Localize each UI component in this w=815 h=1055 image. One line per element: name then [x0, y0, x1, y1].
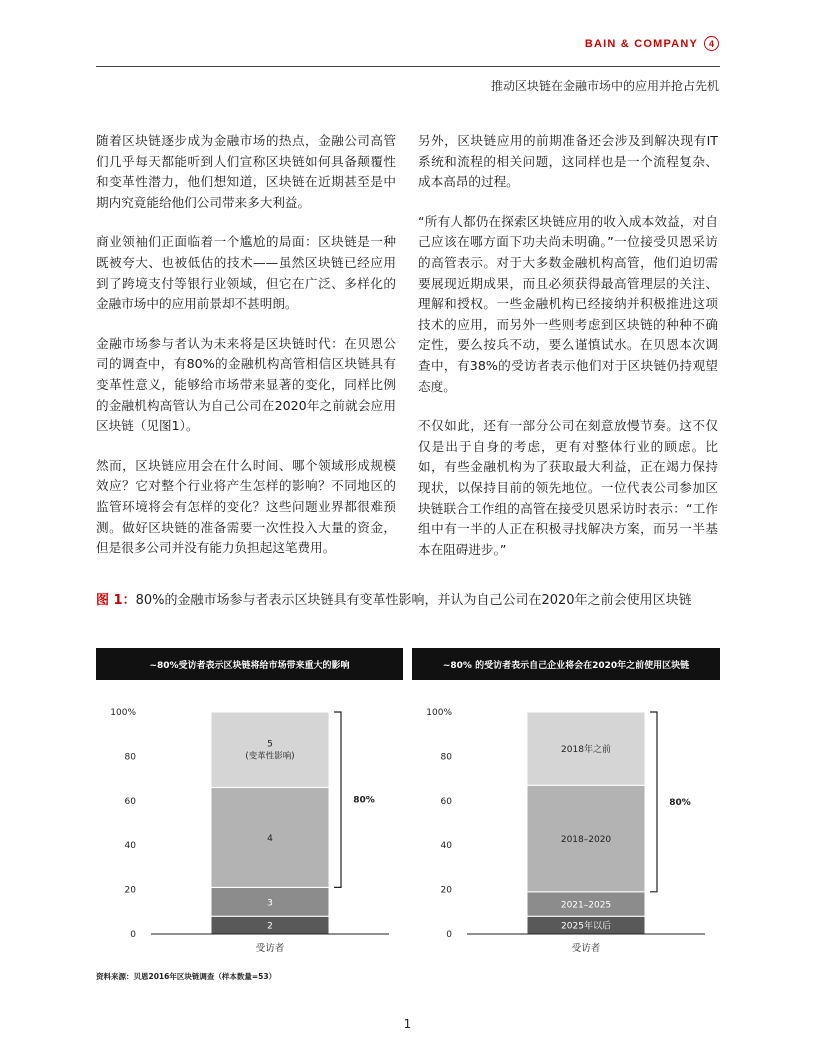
paragraph: 不仅如此，还有一部分公司在刻意放慢节奏。这不仅仅是出于自身的考虑，更有对整体行业的顾虑。比如，有些金融机构为了获取最大利益，正在竭力保持现状，以保持目前的领先地位。一位代表公司参加区块链联合工作组的高管在接受贝恩采访时表示：“工作组中有一半的人正在积极寻找解决方案，而另一半基本在阻碍进步。” [418, 418, 718, 557]
segment-label: 3 [267, 898, 273, 909]
brand-logo [585, 36, 719, 51]
bracket-line [650, 712, 657, 892]
segment-label: 2018–2020 [560, 835, 612, 846]
source-note: 资料来源：贝恩2016年区块链调查（样本数量=53） [96, 972, 277, 981]
y-tick-label: 60 [124, 796, 136, 807]
chart-1-title: ~80%受访者表示区块链将给市场带来重大的影响 [96, 648, 403, 680]
x-category-label: 受访者 [255, 943, 285, 954]
y-tick-label: 80 [124, 752, 136, 763]
y-tick-label: 0 [130, 930, 136, 940]
y-tick-label: 20 [124, 885, 136, 896]
paragraph: 另外，区块链应用的前期准备还会涉及到解决现有IT系统和流程的相关问题，这同样也是一个流程复杂、成本高昂的过程。 [418, 133, 718, 190]
segment-sublabel: (变革性影响) [245, 751, 295, 762]
header-divider [96, 66, 720, 67]
bracket-label: 80% [669, 797, 691, 808]
y-tick-label: 40 [440, 841, 452, 852]
segment-label: 2 [267, 921, 273, 932]
figure-caption: 图 1：80%的金融市场参与者表示区块链具有变革性影响，并认为自己公司在2020年之前会使用区块链 [96, 593, 692, 608]
bracket-label: 80% [353, 795, 375, 806]
chart-2-title: ~80% 的受访者表示自己企业将会在2020年之前使用区块链 [412, 648, 720, 680]
segment-label: 2025年以后 [561, 921, 611, 932]
bracket-line [334, 712, 341, 887]
segment-label: 2021–2025 [560, 900, 612, 911]
segment-label: 5 [267, 739, 273, 750]
y-tick-label: 100% [426, 708, 452, 718]
brand-name: BAIN & COMPANY [584, 37, 698, 50]
running-header-title: 推动区块链在金融市场中的应用并抢占先机 [490, 79, 719, 93]
paragraph: “所有人都仍在探索区块链应用的收入成本效益，对自己应该在哪方面下功夫尚未明确。”一位接受贝恩采访的高管表示。对于大多数金融机构高管，他们迫切需要展现近期成果，而且必须获得最高管理层的关注、理解和授权。一些金融机构已经接纳并积极推进这项技术的应用，而另外一些则考虑到区块链的种种不确定性，要么按兵不动，要么谨慎试水。在贝恩本次调查中，有38%的受访者表示他们对于区块链仍持观望态度。 [418, 213, 718, 394]
y-tick-label: 60 [440, 796, 452, 807]
paragraph: 然而，区块链应用会在什么时间、哪个领域形成规模效应？它对整个行业将产生怎样的影响？不同地区的监管环境将会有怎样的变化？这些问题业界都很难预测。做好区块链的准备需要一次性投入大量的资金，但是很多公司并没有能力负担起这笔费用。 [96, 457, 396, 556]
segment-label: 4 [267, 833, 273, 844]
y-tick-label: 80 [440, 752, 452, 763]
right-text-column [418, 131, 718, 579]
y-tick-label: 0 [446, 930, 452, 940]
y-tick-label: 100% [110, 708, 136, 718]
figure-label: 图 1 [96, 593, 123, 608]
paragraph: 随着区块链逐步成为金融市场的热点，金融公司高管们几乎每天都能听到人们宣称区块链如何具备颠覆性和变革性潜力，他们想知道，区块链在近期甚至是中期内究竟能给他们公司带来多大利益。 [96, 133, 396, 210]
y-tick-label: 20 [440, 885, 452, 896]
chart-1-stacked-bar [96, 700, 416, 970]
chart-2-stacked-bar [412, 700, 732, 970]
brand-mark-icon: 4 [704, 36, 719, 51]
figure-caption-text: 80%的金融市场参与者表示区块链具有变革性影响，并认为自己公司在2020年之前会使用区块链 [135, 593, 692, 608]
paragraph: 金融市场参与者认为未来将是区块链时代：在贝恩公司的调查中，有80%的金融机构高管相信区块链具有变革性意义，能够给市场带来显著的变化，同样比例的金融机构高管认为自己公司在2020年之前就会应用区块链（见图1）。 [96, 335, 396, 434]
y-tick-label: 40 [124, 841, 136, 852]
page-number: 1 [403, 1017, 412, 1031]
paragraph: 商业领袖们正面临着一个尴尬的局面：区块链是一种既被夸大、也被低估的技术——虽然区块链已经应用到了跨境支付等银行业领域，但它在广泛、多样化的金融市场中的应用前景却不甚明朗。 [96, 234, 396, 312]
x-category-label: 受访者 [571, 943, 601, 954]
left-text-column [96, 131, 396, 578]
segment-label: 2018年之前 [561, 745, 611, 756]
